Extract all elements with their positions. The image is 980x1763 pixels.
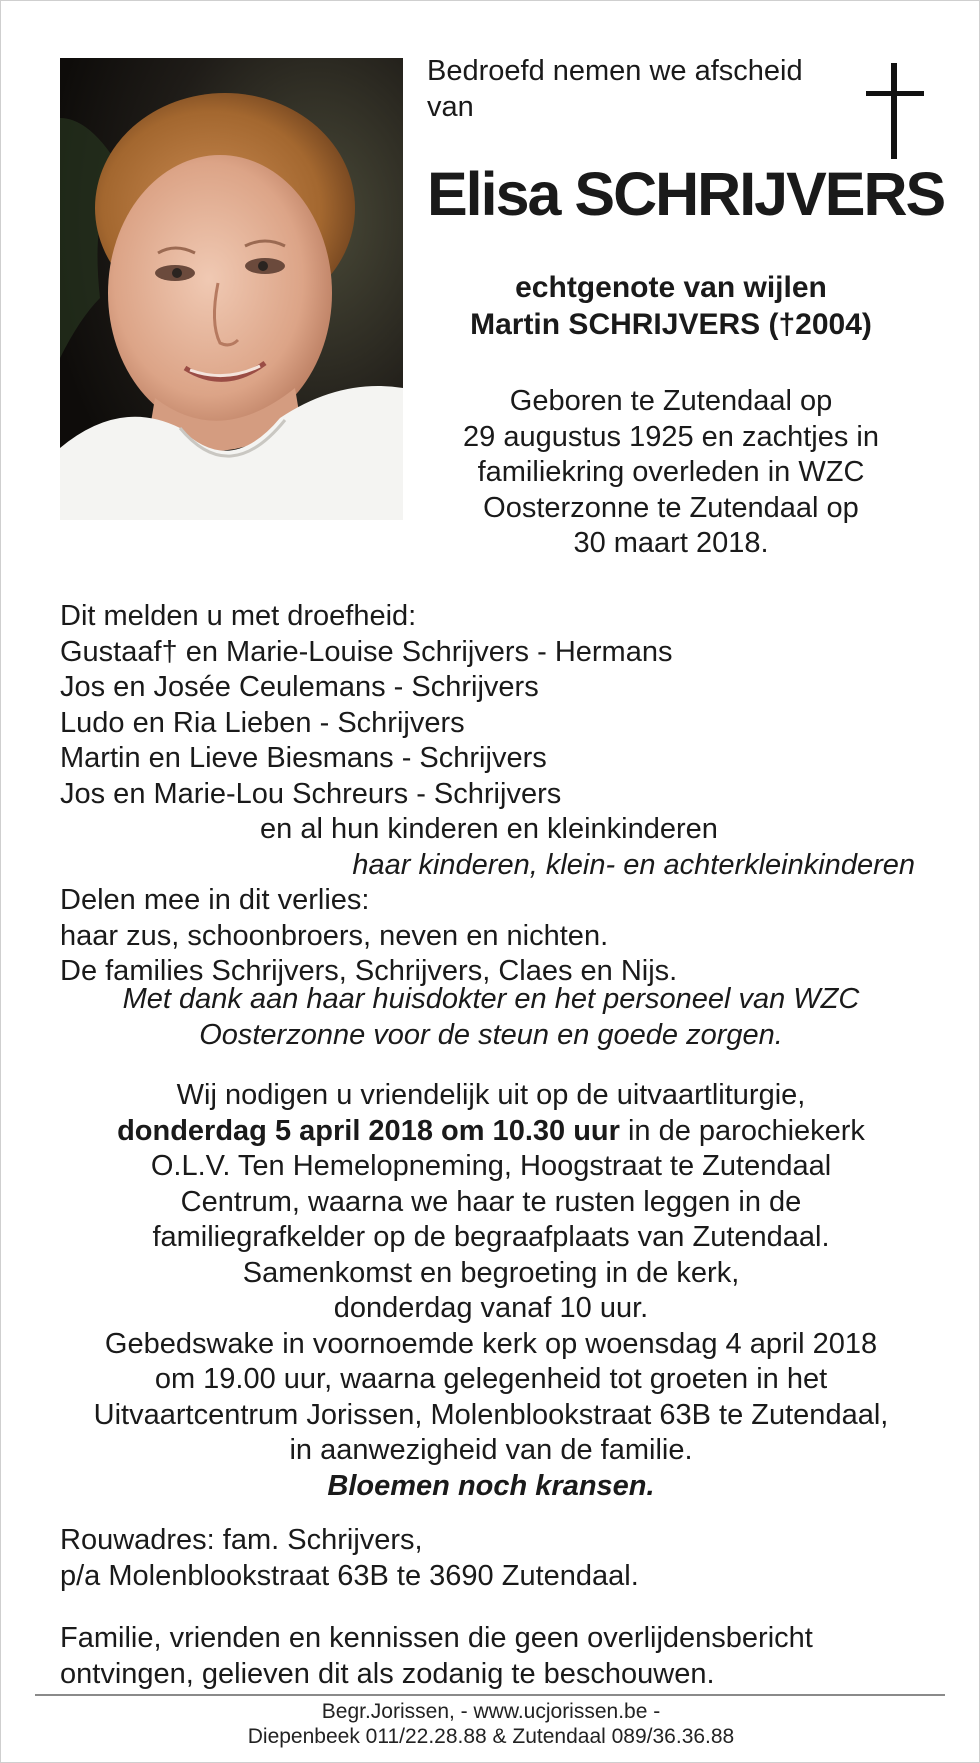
spouse-line: echtgenote van wijlen: [515, 271, 827, 304]
ceremony-date-line: [61, 1114, 921, 1150]
intro-line: van: [427, 91, 474, 123]
thanks-line: Met dank aan haar huisdokter en het personeel van WZC: [122, 983, 860, 1015]
ceremony-location-start: in de parochiekerk: [619, 1114, 865, 1147]
intro-line: Bedroefd nemen we afscheid: [427, 55, 803, 87]
thanks-line: Oosterzonne voor de steun en goede zorgen.: [199, 1018, 783, 1051]
ceremony-line: om 19.00 uur, waarna gelegenheid tot groeten in het: [154, 1363, 828, 1395]
spouse-info: [401, 269, 941, 343]
family-line: Jos en Josée Ceulemans - Schrijvers: [60, 671, 539, 703]
birth-line: Geboren te Zutendaal op: [509, 385, 833, 417]
family-line: Gustaaf† en Marie-Louise Schrijvers - Hermans: [60, 635, 673, 668]
children-line: en al hun kinderen en kleinkinderen: [260, 813, 718, 845]
birth-line: 29 augustus 1925 en zachtjes in: [463, 420, 879, 453]
notice-line: Familie, vrienden en kennissen die geen overlijdensbericht: [60, 1622, 813, 1654]
birth-line: Oosterzonne te Zutendaal op: [483, 491, 859, 524]
spouse-line: Martin SCHRIJVERS (†2004): [470, 308, 872, 341]
ceremony-section: [61, 1078, 921, 1504]
ceremony-line: Samenkomst en begroeting in de kerk,: [242, 1256, 740, 1289]
portrait-illustration: [60, 58, 403, 520]
ceremony-line: in aanwezigheid van de familie.: [289, 1434, 693, 1466]
ceremony-line: Gebedswake in voornoemde kerk op woensdag 4 april 2018: [104, 1327, 878, 1360]
notice-section: [60, 1621, 960, 1692]
flowers-notice: Bloemen noch kransen.: [327, 1469, 655, 1502]
share-line: haar zus, schoonbroers, neven en nichten.: [60, 919, 609, 952]
footer: [121, 1699, 861, 1749]
ceremony-invite: Wij nodigen u vriendelijk uit op de uitvaartliturgie,: [176, 1079, 806, 1111]
family-line: Jos en Marie-Lou Schreurs - Schrijvers: [60, 777, 562, 810]
grandchildren-line: haar kinderen, klein- en achterkleinkinderen: [352, 848, 915, 881]
cross-icon: [866, 63, 924, 159]
ceremony-line: familiegrafkelder op de begraafplaats van Zutendaal.: [152, 1221, 830, 1253]
footer-divider: [35, 1694, 945, 1696]
birth-line: familiekring overleden in WZC: [477, 456, 865, 488]
share-line: De families Schrijvers, Schrijvers, Claes en Nijs.: [60, 955, 678, 987]
thanks-section: [81, 982, 901, 1053]
ceremony-date: donderdag 5 april 2018 om 10.30 uur: [117, 1114, 620, 1147]
ceremony-line: Centrum, waarna we haar te rusten leggen in de: [180, 1185, 802, 1218]
family-line: Martin en Lieve Biesmans - Schrijvers: [60, 742, 547, 774]
birth-death-info: [421, 384, 921, 562]
address-line: Rouwadres: fam. Schrijvers,: [60, 1524, 423, 1556]
notice-line: ontvingen, gelieven dit als zodanig te beschouwen.: [60, 1657, 715, 1690]
intro-text: [427, 53, 847, 125]
share-intro: Delen mee in dit verlies:: [60, 884, 370, 916]
portrait-photo: [60, 58, 403, 520]
family-line: Ludo en Ria Lieben - Schrijvers: [60, 706, 465, 739]
ceremony-line: O.L.V. Ten Hemelopneming, Hoogstraat te Zutendaal: [150, 1150, 832, 1182]
footer-line: Begr.Jorissen, - www.ucjorissen.be -: [321, 1700, 661, 1723]
mourners-intro: Dit melden u met droefheid:: [60, 600, 417, 632]
birth-line: 30 maart 2018.: [573, 527, 769, 559]
footer-line: Diepenbeek 011/22.28.88 & Zutendaal 089/36.36.88: [247, 1725, 735, 1748]
address-section: [60, 1523, 960, 1594]
ceremony-line: Uitvaartcentrum Jorissen, Molenblookstraat 63B te Zutendaal,: [93, 1398, 889, 1431]
deceased-name: Elisa SCHRIJVERS: [427, 160, 945, 228]
mourners-section: [60, 599, 960, 990]
address-line: p/a Molenblookstraat 63B te 3690 Zutendaal.: [60, 1559, 639, 1592]
ceremony-line: donderdag vanaf 10 uur.: [333, 1292, 649, 1324]
